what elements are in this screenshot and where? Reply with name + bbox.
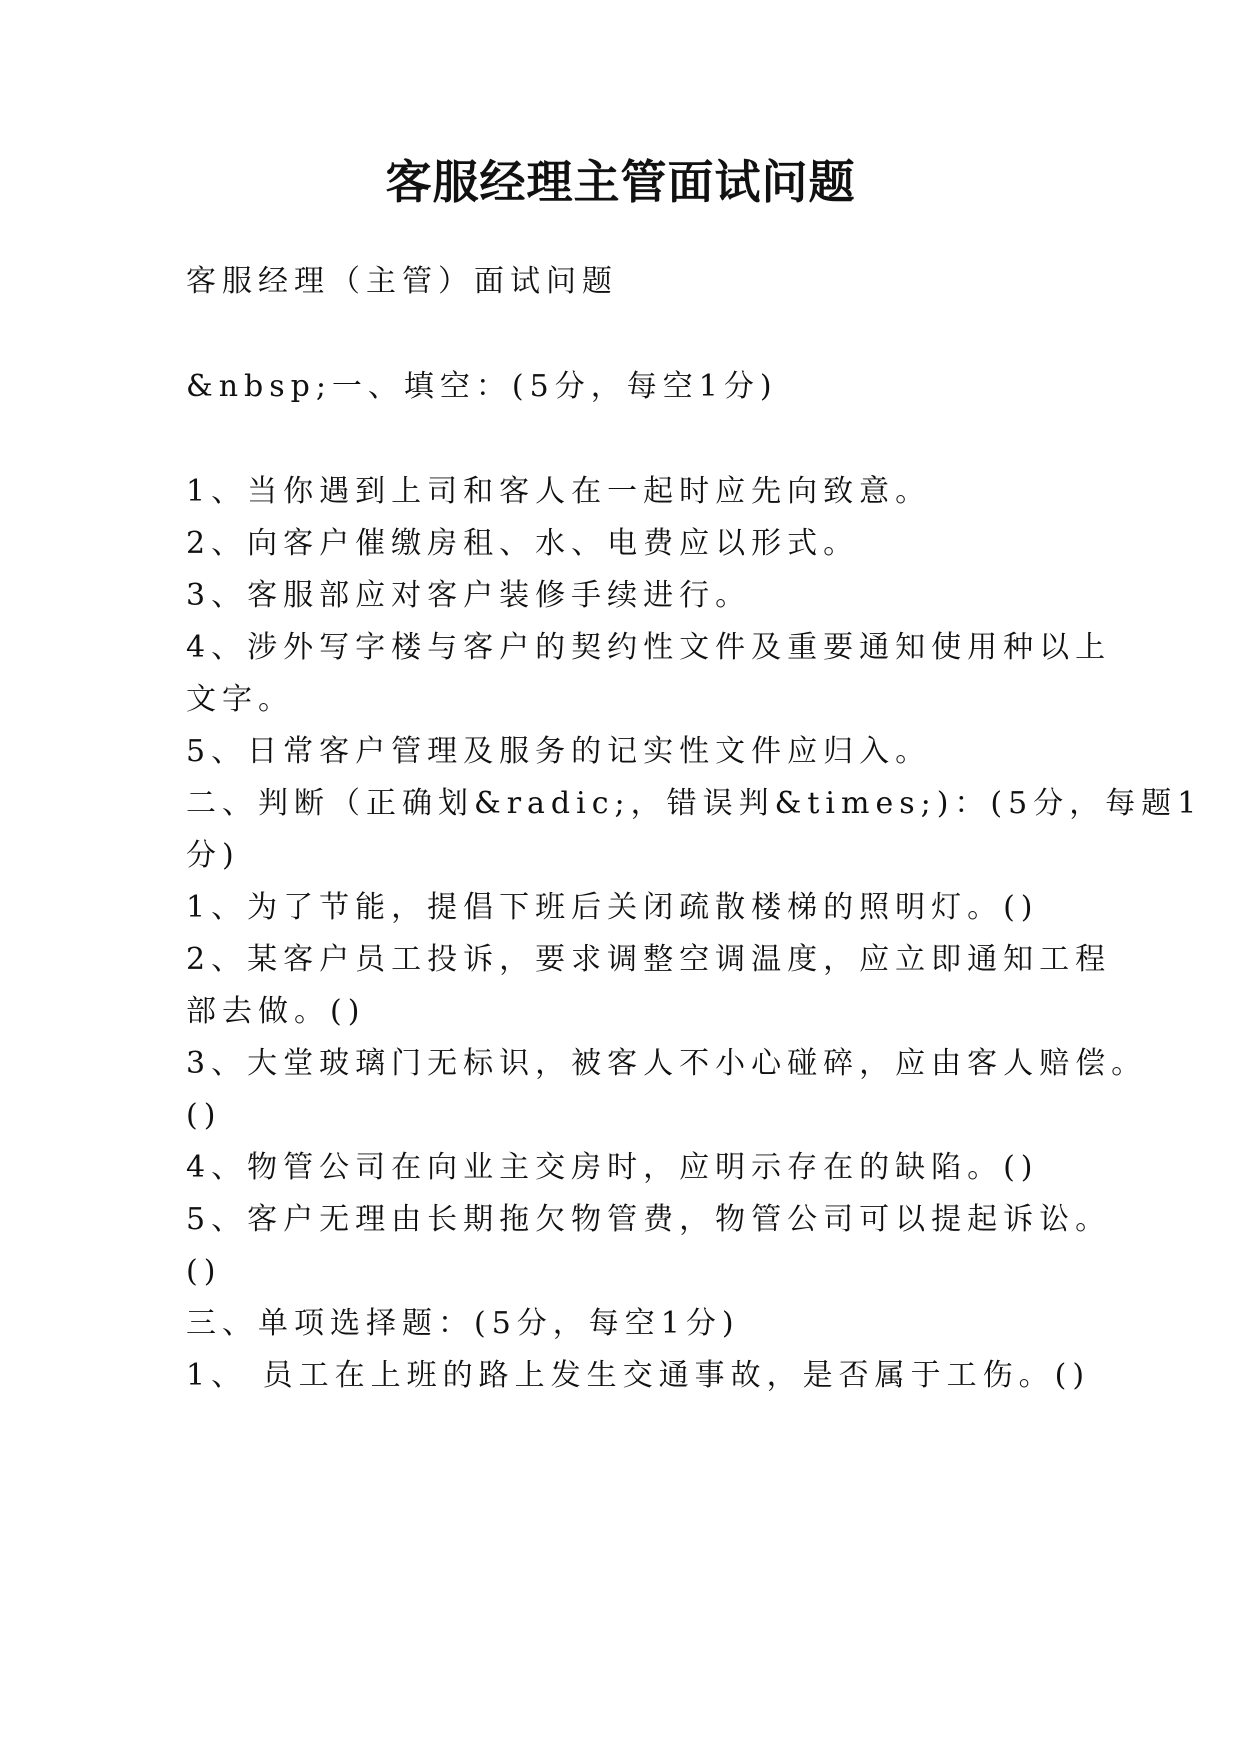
section-heading-true-false: 二、判断（正确划&radic;，错误判&times;)：(5分，每题1 [186,786,1203,821]
section-heading-single-choice: 三、单项选择题：(5分，每空1分) [186,1306,740,1341]
question-line: 2、某客户员工投诉，要求调整空调温度，应立即通知工程 [186,942,1112,977]
question-line: 1、为了节能，提倡下班后关闭疏散楼梯的照明灯。() [186,890,1039,925]
question-line: 2、向客户催缴房租、水、电费应以形式。 [186,526,860,561]
question-line: 3、大堂玻璃门无标识，被客人不小心碰碎，应由客人赔偿。 [186,1046,1148,1081]
section-heading-fill-blank: &nbsp;一、填空：(5分，每空1分) [186,369,778,404]
section-heading-continued: 分) [186,838,240,873]
question-line-continued: 部去做。() [186,994,366,1029]
question-line: 5、日常客户管理及服务的记实性文件应归入。 [186,734,932,769]
question-line: 3、客服部应对客户装修手续进行。 [186,578,752,613]
question-line: 5、客户无理由长期拖欠物管费，物管公司可以提起诉讼。 [186,1202,1112,1237]
question-line-continued: () [186,1098,222,1133]
question-line-continued: 文字。 [186,682,294,717]
question-line-continued: () [186,1254,222,1289]
question-line: 1、当你遇到上司和客人在一起时应先向致意。 [186,474,932,509]
document-title: 客服经理主管面试问题 [385,155,856,209]
subtitle-line: 客服经理（主管）面试问题 [186,264,618,299]
question-line: 4、物管公司在向业主交房时，应明示存在的缺陷。() [186,1150,1039,1185]
question-line: 4、涉外写字楼与客户的契约性文件及重要通知使用种以上 [186,630,1112,665]
question-line: 1、 员工在上班的路上发生交通事故，是否属于工伤。() [186,1358,1091,1393]
